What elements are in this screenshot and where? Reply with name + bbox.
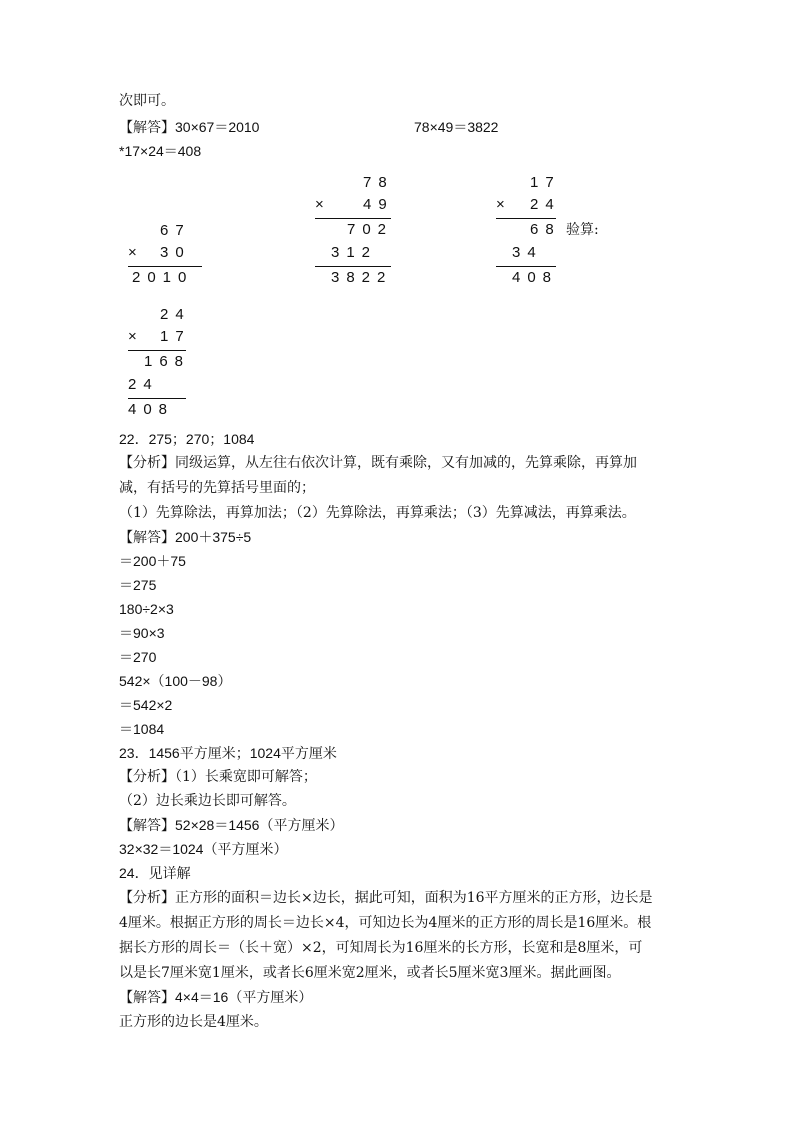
partial-product: 168 [144, 353, 191, 370]
multiplicand: 24 [160, 306, 191, 323]
multiplier: 49 [363, 196, 394, 213]
solution-line: 正方形的边长是4厘米。 [119, 1014, 268, 1030]
solution-line: ＝275 [119, 577, 157, 593]
partial-product: 312 [331, 244, 378, 261]
multiply-sign: × [496, 196, 505, 213]
solution-line: 【解答】4×4＝16（平方厘米） [119, 989, 313, 1005]
analysis-line: 4厘米。根据正方形的周长＝边长×4，可知边长为4厘米的正方形的周长是16厘米。根 [119, 915, 652, 931]
result: 408 [128, 401, 175, 418]
partial-product: 34 [512, 244, 543, 261]
result: 408 [512, 269, 559, 286]
divider-line [128, 350, 186, 351]
check-note: 验算: [566, 222, 599, 238]
partial-product: 24 [128, 376, 159, 393]
analysis-line: 【分析】（1）长乘宽即可解答； [119, 769, 317, 785]
divider-line [315, 218, 391, 219]
question-answer-22: 22．275；270；1084 [119, 431, 255, 447]
result: 2010 [132, 269, 194, 286]
partial-product: 702 [347, 221, 394, 238]
multiply-sign: × [128, 244, 137, 261]
solution-line: 542×（100－98） [119, 673, 232, 689]
multiply-sign: × [315, 196, 324, 213]
multiplicand: 78 [363, 174, 394, 191]
analysis-line: 减，有括号的先算括号里面的； [119, 480, 315, 496]
analysis-line: 【分析】同级运算，从左往右依次计算，既有乘除，又有加减的，先算乘除，再算加 [119, 455, 637, 471]
solution-line: 【解答】52×28＝1456（平方厘米） [119, 817, 344, 833]
analysis-line: 【分析】正方形的面积＝边长×边长，据此可知，面积为16平方厘米的正方形，边长是 [119, 890, 653, 906]
multiply-sign: × [128, 328, 137, 345]
question-answer-24: 24．见详解 [119, 865, 191, 881]
analysis-line: 据长方形的周长＝（长＋宽）×2，可知周长为16厘米的长方形，长宽和是8厘米，可 [119, 940, 643, 956]
multiplier: 24 [530, 196, 561, 213]
divider-line [128, 266, 202, 267]
result: 3822 [331, 269, 393, 286]
solution-line: ＝1084 [119, 721, 165, 737]
analysis-line: （1）先算除法，再算加法；（2）先算除法，再算乘法；（3）先算减法，再算乘法。 [119, 505, 636, 521]
solution-line: ＝270 [119, 649, 157, 665]
vertical-multiplication [496, 174, 606, 294]
answer-line: 【解答】30×67＝2010 [119, 119, 260, 135]
answer-line: *17×24＝408 [119, 143, 202, 159]
multiplier: 30 [160, 244, 191, 261]
analysis-line: （2）边长乘边长即可解答。 [119, 793, 296, 809]
solution-line: 32×32＝1024（平方厘米） [119, 841, 288, 857]
solution-line: ＝542×2 [119, 697, 173, 713]
text-line: 次即可。 [119, 93, 175, 109]
vertical-multiplication [315, 174, 405, 294]
divider-line [496, 266, 556, 267]
multiplicand: 67 [160, 222, 191, 239]
answer-line: 78×49＝3822 [414, 119, 499, 135]
analysis-line: 以是长7厘米宽1厘米，或者长6厘米宽2厘米，或者长5厘米宽3厘米。据此画图。 [119, 965, 621, 981]
partial-product: 68 [530, 221, 561, 238]
vertical-multiplication [128, 222, 208, 292]
solution-line: ＝90×3 [119, 625, 165, 641]
divider-line [315, 266, 391, 267]
solution-line: ＝200＋75 [119, 553, 186, 569]
divider-line [496, 218, 556, 219]
question-answer-23: 23．1456平方厘米；1024平方厘米 [119, 745, 337, 761]
vertical-multiplication [128, 306, 208, 426]
solution-line: 【解答】200＋375÷5 [119, 529, 252, 545]
multiplicand: 17 [530, 174, 561, 191]
multiplier: 17 [160, 328, 191, 345]
solution-line: 180÷2×3 [119, 601, 174, 617]
divider-line [128, 398, 186, 399]
